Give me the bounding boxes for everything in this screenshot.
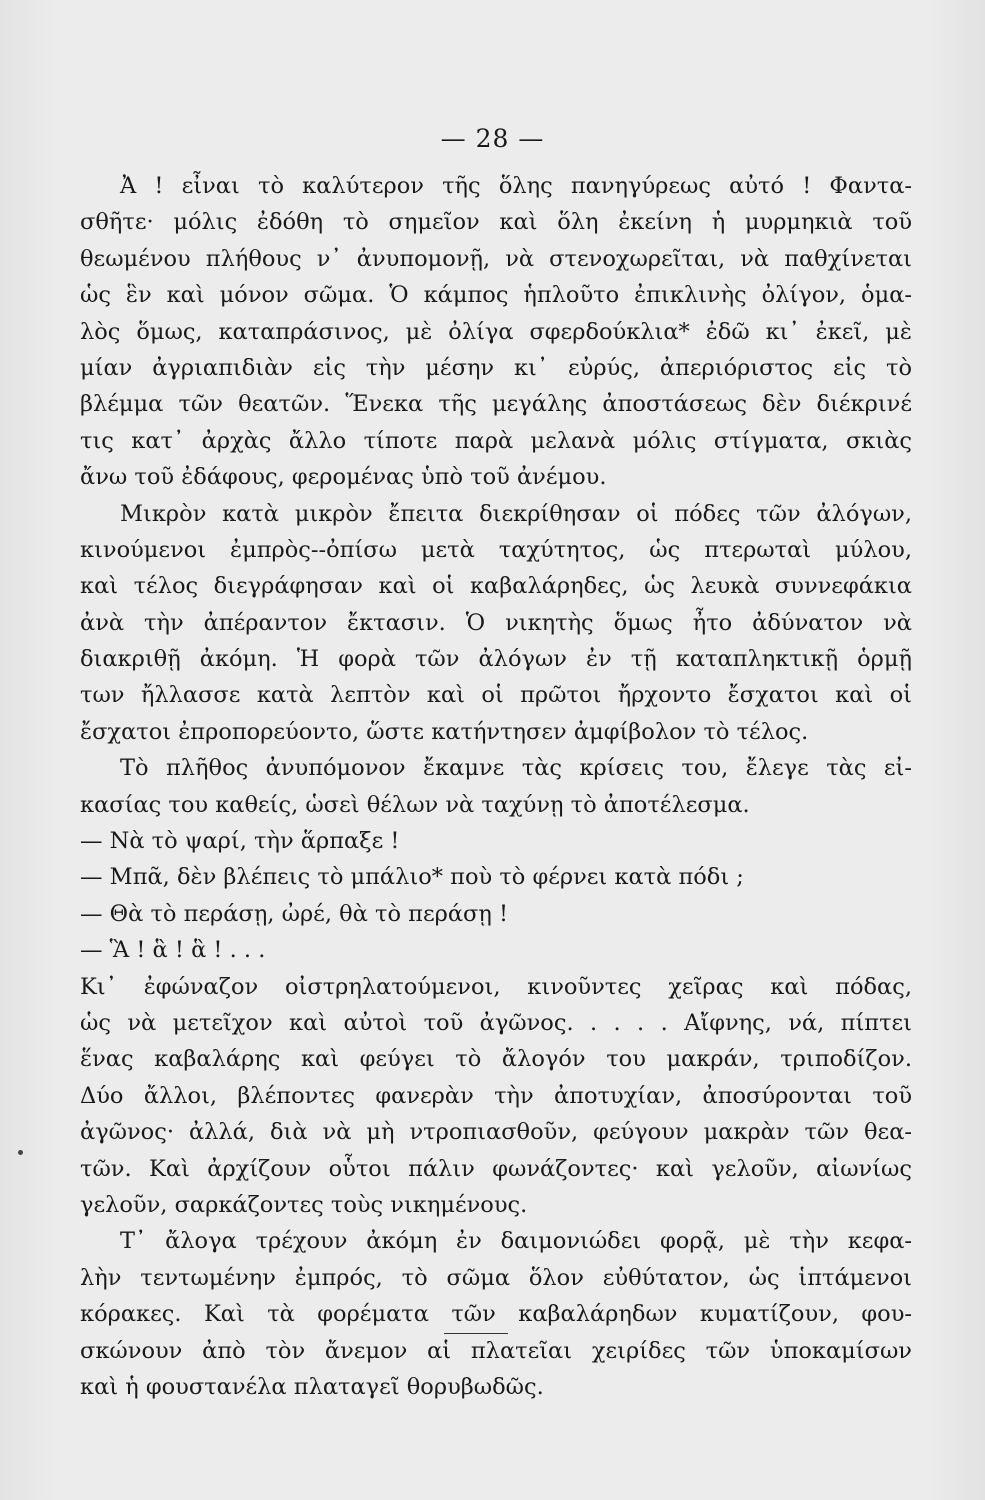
text-line: καὶ ἡ φουστανέλα πλαταγεῖ θορυβωδῶς.: [80, 1373, 544, 1400]
text-line: κασίας του καθείς, ὡσεὶ θέλων νὰ ταχύνῃ τὸ ἀποτέλεσμα.: [80, 791, 750, 818]
text-line: Ἀ ! εἶναι τὸ καλύτερον τῆς ὅλης πανηγύρεως αὐτό ! Φαντα-: [120, 173, 912, 199]
text-line: των ἤλλασσε κατὰ λεπτὸν καὶ οἱ πρῶτοι ἤρχοντο ἔσχατοι καὶ οἱ: [80, 682, 912, 709]
margin-mark: [18, 1150, 23, 1155]
text-line: μίαν ἀγριαπιδιὰν εἰς τὴν μέσην κι᾿ εὐρύς, ἀπεριόριστος εἰς τὸ: [80, 354, 912, 381]
text-line: — Θὰ τὸ περάσῃ, ὠρέ, θὰ τὸ περάσῃ !: [80, 900, 509, 927]
text-line: ἕνας καβαλάρης καὶ φεύγει τὸ ἄλογόν του μακράν, τριποδίζον.: [80, 1046, 912, 1073]
text-line: λὸς ὅμως, καταπράσινος, μὲ ὀλίγα σφερδούκλια* ἐδῶ κι᾿ ἐκεῖ, μὲ: [80, 318, 912, 345]
text-line: ἀγῶνος· ἀλλά, διὰ νὰ μὴ ντροπιασθοῦν, φεύγουν μακρὰν τῶν θεα-: [80, 1119, 912, 1146]
text-line: διακριθῇ ἀκόμη. Ἡ φορὰ τῶν ἀλόγων ἐν τῇ καταπληκτικῇ ὁρμῇ: [80, 646, 912, 673]
page-number: — 28 —: [440, 124, 545, 153]
text-line: βλέμμα τῶν θεατῶν. Ἕνεκα τῆς μεγάλης ἀποστάσεως δὲν διέκρινέ: [80, 391, 912, 418]
text-line: κόρακες. Καὶ τὰ φορέματα τῶν καβαλάρηδων κυματίζουν, φου-: [80, 1301, 912, 1328]
text-line: Κι᾿ ἐφώναζον οἰστρηλατούμενοι, κινοῦντες χεῖρας καὶ πόδας,: [80, 973, 912, 1000]
text-line: ὡς ἓν καὶ μόνον σῶμα. Ὁ κάμπος ἡπλοῦτο ἐπικλινὴς ὀλίγον, ὁμα-: [80, 282, 912, 309]
text-line: ὡς νὰ μετεῖχον καὶ αὐτοὶ τοῦ ἀγῶνος. . . . . Αἴφνης, νά, πίπτει: [80, 1009, 912, 1036]
text-line: Τὸ πλῆθος ἀνυπόμονον ἔκαμνε τὰς κρίσεις του, ἔλεγε τὰς εἰ-: [120, 755, 912, 782]
text-line: θεωμένου πλήθους ν᾿ ἀνυπομονῇ, νὰ στενοχωρεῖται, νὰ παθχίνεται: [80, 245, 912, 272]
text-line: — Μπᾶ, δὲν βλέπεις τὸ μπάλιο* ποὺ τὸ φέρνει κατὰ πόδι ;: [80, 864, 744, 891]
text-line: — Νὰ τὸ ψαρί, τὴν ἅρπαξε !: [80, 828, 400, 855]
text-line: καὶ τέλος διεγράφησαν καὶ οἱ καβαλάρηδες, ὡς λευκὰ συννεφάκια: [80, 573, 912, 600]
text-line: ἔσχατοι ἐπροπορεύοντο, ὥστε κατήντησεν ἀμφίβολον τὸ τέλος.: [80, 718, 809, 745]
text-line: Τ᾿ ἄλογα τρέχουν ἀκόμη ἐν δαιμονιώδει φορᾷ, μὲ τὴν κεφα-: [120, 1228, 912, 1255]
text-line: ἄνω τοῦ ἐδάφους, φερομένας ὑπὸ τοῦ ἀνέμου.: [80, 464, 607, 491]
text-line: λὴν τεντωμένην ἐμπρός, τὸ σῶμα ὅλον εὐθύτατον, ὡς ἱπτάμενοι: [80, 1264, 912, 1291]
text-line: τῶν. Καὶ ἀρχίζουν οὗτοι πάλιν φωνάζοντες· καὶ γελοῦν, αἰωνίως: [80, 1155, 912, 1182]
text-line: γελοῦν, σαρκάζοντες τοὺς νικημένους.: [80, 1191, 528, 1218]
text-line: Μικρὸν κατὰ μικρὸν ἔπειτα διεκρίθησαν οἱ πόδες τῶν ἀλόγων,: [120, 500, 912, 527]
text-line: κινούμενοι ἐμπρὸς--ὀπίσω μετὰ ταχύτητος, ὡς πτερωταὶ μύλου,: [80, 536, 912, 563]
text-line: — Ἃ ! ἃ ! ἃ ! . . .: [80, 937, 266, 964]
text-line: σκώνουν ἀπὸ τὸν ἄνεμον αἱ πλατεῖαι χειρίδες τῶν ὑποκαμίσων: [80, 1337, 912, 1364]
text-line: τις κατ᾿ ἀρχὰς ἄλλο τίποτε παρὰ μελανὰ μόλις στίγματα, σκιὰς: [80, 427, 912, 454]
text-line: Δύο ἄλλοι, βλέποντες φανερὰν τὴν ἀποτυχίαν, ἀποσύρονται τοῦ: [80, 1082, 912, 1109]
text-line: σθῆτε· μόλις ἐδόθη τὸ σημεῖον καὶ ὅλη ἐκείνη ἡ μυρμηκιὰ τοῦ: [80, 209, 912, 236]
section-divider: [444, 1333, 508, 1334]
text-line: ἀνὰ τὴν ἀπέραντον ἔκτασιν. Ὁ νικητὴς ὅμως ἦτο ἀδύνατον νὰ: [80, 609, 912, 636]
body-text: [80, 168, 912, 1405]
